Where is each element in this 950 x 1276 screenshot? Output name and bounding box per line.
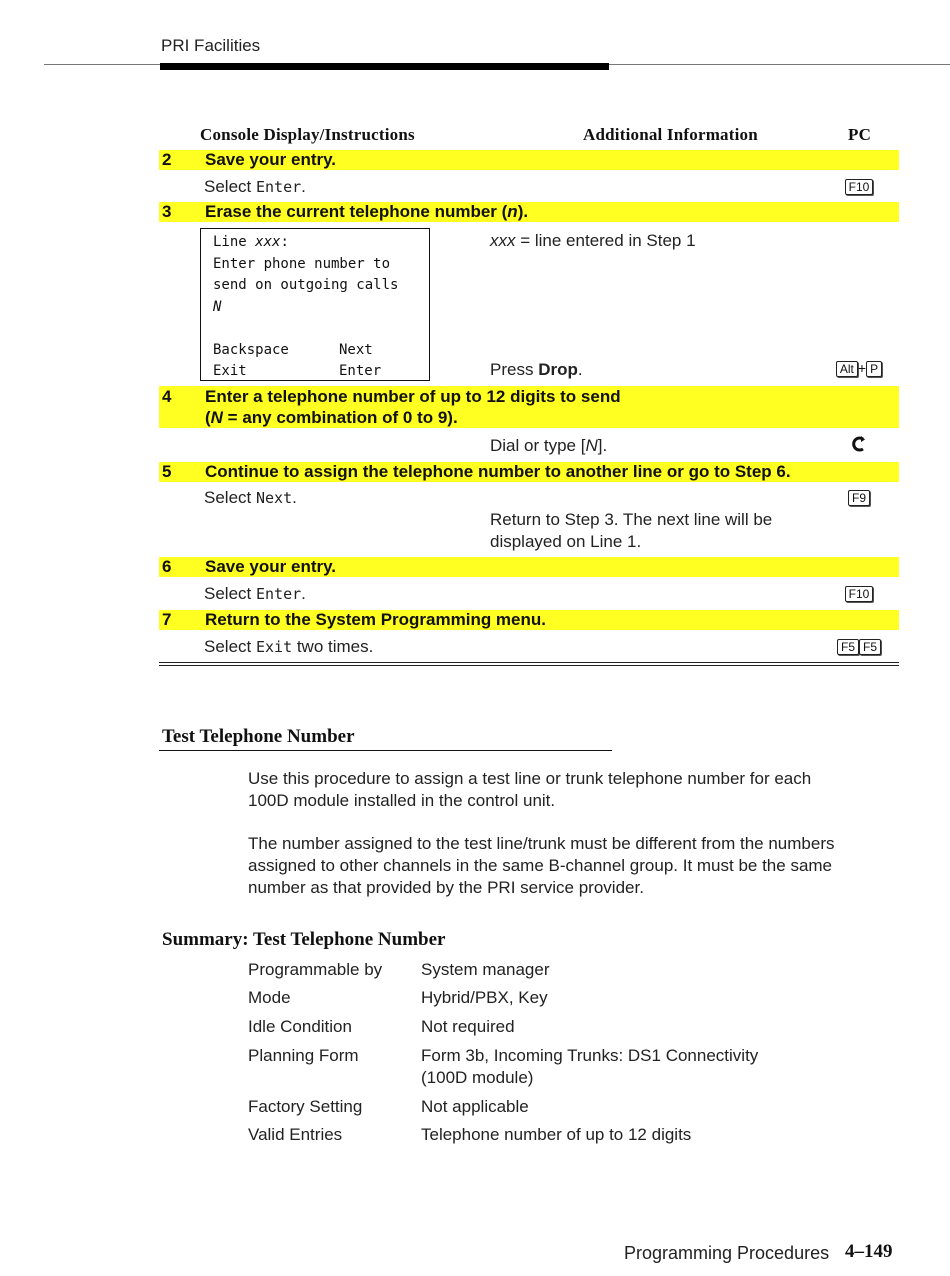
footer-chapter: Programming Procedures <box>624 1243 830 1263</box>
running-header: PRI Facilities <box>161 36 261 55</box>
column-heading-pc: PC <box>848 125 872 144</box>
paragraph <box>248 833 888 899</box>
pc-keys <box>822 585 896 602</box>
summary-heading: Summary: Test Telephone Number <box>162 929 446 950</box>
paragraph-line: assigned to other channels in the same B-channel group. It must be the same <box>248 856 833 875</box>
step-title: Return to the System Programming menu. <box>205 610 546 629</box>
summary-value <box>421 1045 861 1089</box>
title-text: = any combination of 0 to 9). <box>222 408 458 427</box>
step-number: 6 <box>162 557 172 576</box>
display-option-exit: Exit <box>213 363 247 379</box>
table-end-rule <box>159 662 899 663</box>
title-text: ). <box>517 202 529 221</box>
summary-value: Telephone number of up to 12 digits <box>421 1125 692 1144</box>
summary-label: Idle Condition <box>248 1017 352 1036</box>
dial-icon <box>849 434 869 454</box>
pc-keys <box>822 360 896 377</box>
function-key: F10 <box>845 586 874 602</box>
info-text: Return to Step 3. The next line will be <box>490 510 773 529</box>
summary-value: System manager <box>421 960 550 979</box>
display-text: Line <box>213 234 256 250</box>
summary-value-line: (100D module) <box>421 1068 534 1087</box>
display-line <box>213 318 429 340</box>
info-text <box>490 360 583 380</box>
info-text-part: = line entered in Step 1 <box>515 231 696 250</box>
action-text: Select <box>204 637 256 656</box>
step-action <box>204 177 306 197</box>
step-title: Continue to assign the telephone number to another line or go to Step 6. <box>205 462 791 481</box>
summary-value: Not required <box>421 1017 515 1036</box>
display-line: Enter phone number to <box>213 255 391 272</box>
title-variable: N <box>210 408 223 427</box>
function-key: Alt <box>836 361 858 377</box>
page-number: 4–149 <box>845 1241 893 1262</box>
action-text: two times. <box>292 637 374 656</box>
title-text: Erase the current telephone number ( <box>205 202 508 221</box>
action-text: Select <box>204 488 256 507</box>
info-text <box>490 436 607 456</box>
action-text: . <box>301 584 306 603</box>
step-number: 4 <box>162 387 172 406</box>
pc-keys <box>822 178 896 195</box>
section-rule <box>159 750 612 751</box>
function-key: F10 <box>845 179 874 195</box>
display-line <box>213 361 429 383</box>
display-option-backspace: Backspace <box>213 341 289 358</box>
info-variable: xxx <box>490 231 516 250</box>
paragraph-line: number as that provided by the PRI service provider. <box>248 878 644 897</box>
info-text: displayed on Line 1. <box>490 532 642 551</box>
action-text: Select <box>204 584 256 603</box>
display-line <box>213 232 429 254</box>
paragraph-line: Use this procedure to assign a test line or trunk telephone number for each <box>248 769 812 788</box>
title-variable: n <box>507 202 518 221</box>
step-action <box>204 488 297 508</box>
summary-label: Planning Form <box>248 1046 359 1065</box>
paragraph <box>248 768 888 812</box>
info-variable: N <box>585 436 598 455</box>
title-text: ( <box>205 408 211 427</box>
step-title: Enter a telephone number of up to 12 digits to send <box>205 387 621 406</box>
info-text-part: Dial or type [ <box>490 436 586 455</box>
summary-label: Factory Setting <box>248 1097 363 1116</box>
key-join: + <box>857 360 867 376</box>
display-option-enter: Enter <box>339 363 382 379</box>
display-line <box>213 297 429 319</box>
display-line: send on outgoing calls <box>213 277 399 293</box>
step-title <box>205 202 528 222</box>
function-key: F9 <box>848 490 870 506</box>
info-bold: Drop <box>538 360 578 379</box>
console-display <box>200 228 430 381</box>
display-text: : <box>280 234 289 250</box>
summary-label: Programmable by <box>248 960 383 979</box>
column-heading-info: Additional Information <box>583 125 758 144</box>
table-end-rule <box>159 665 899 666</box>
info-text-part: Press <box>490 360 539 379</box>
info-text <box>490 231 696 251</box>
step-title: Save your entry. <box>205 557 337 576</box>
summary-label: Mode <box>248 988 291 1007</box>
function-key: F5 <box>859 639 881 655</box>
display-variable: xxx <box>255 234 281 250</box>
summary-label: Valid Entries <box>248 1125 343 1144</box>
header-bar <box>160 63 609 70</box>
action-text: . <box>292 488 297 507</box>
pc-keys <box>822 638 896 655</box>
function-key: F5 <box>837 639 859 655</box>
step-title: Save your entry. <box>205 150 337 169</box>
display-line <box>213 340 429 362</box>
step-action <box>204 637 373 657</box>
column-heading-console: Console Display/Instructions <box>200 125 415 144</box>
softkey-label: Enter <box>255 178 302 196</box>
summary-value-line: Form 3b, Incoming Trunks: DS1 Connectivity <box>421 1046 759 1065</box>
action-text: Select <box>204 177 256 196</box>
pc-keys <box>822 434 896 457</box>
display-variable: N <box>213 298 222 315</box>
step-number: 7 <box>162 610 172 629</box>
info-text-part: . <box>577 360 583 379</box>
softkey-label: Exit <box>255 638 293 656</box>
action-text: . <box>301 177 306 196</box>
info-text-part: ]. <box>597 436 608 455</box>
step-number: 2 <box>162 150 172 169</box>
paragraph-line: The number assigned to the test line/trunk must be different from the numbers <box>248 834 835 853</box>
function-key: P <box>866 361 882 377</box>
pc-keys <box>822 489 896 506</box>
display-option-next: Next <box>339 341 373 358</box>
softkey-label: Next <box>255 489 293 507</box>
step-title <box>205 408 458 428</box>
summary-value: Not applicable <box>421 1097 529 1116</box>
softkey-label: Enter <box>255 585 302 603</box>
step-number: 5 <box>162 462 172 481</box>
summary-value: Hybrid/PBX, Key <box>421 988 548 1007</box>
step-action <box>204 584 306 604</box>
section-heading: Test Telephone Number <box>162 726 355 747</box>
step-number: 3 <box>162 202 172 221</box>
paragraph-line: 100D module installed in the control unit. <box>248 791 556 810</box>
